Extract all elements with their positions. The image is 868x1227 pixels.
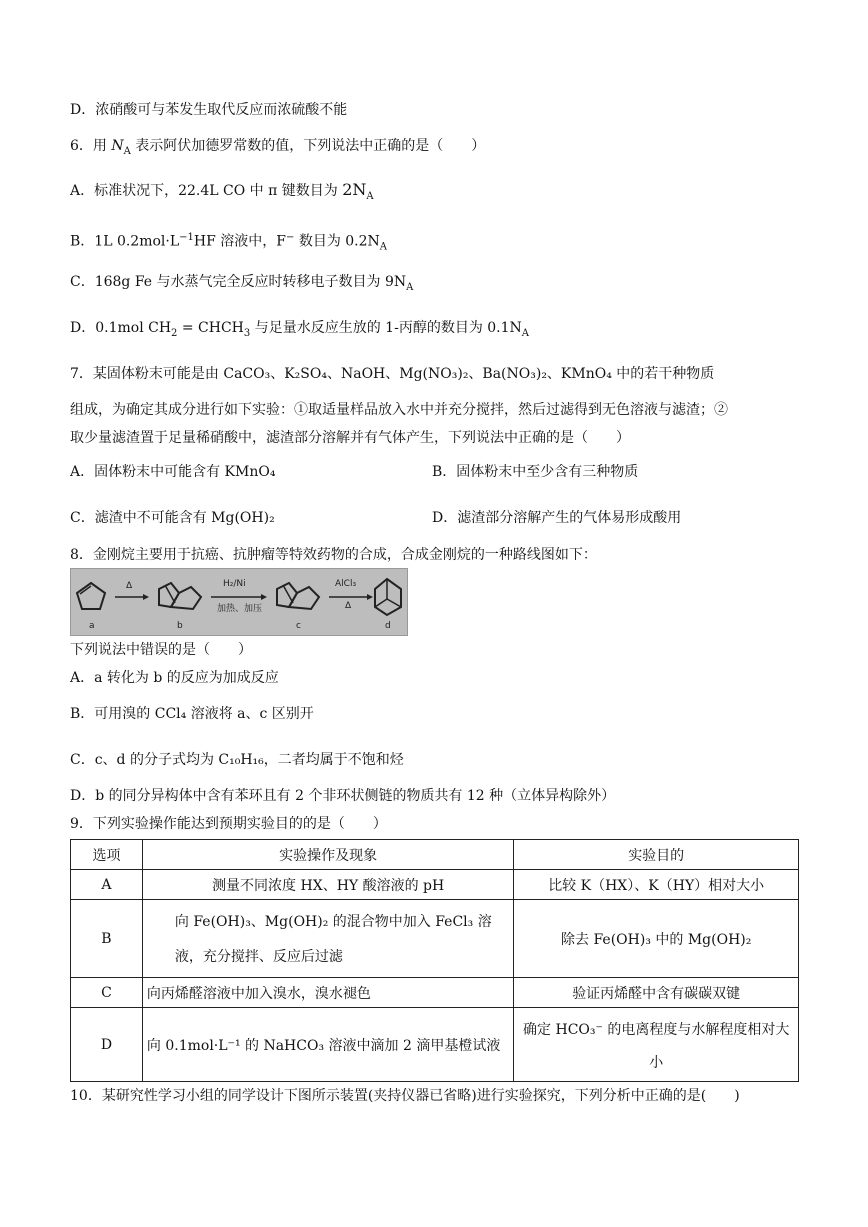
q5-option-d: D．浓硝酸可与苯发生取代反应而浓硫酸不能: [70, 102, 348, 118]
q7-option-b: B．固体粉末中至少含有三种物质: [432, 464, 639, 480]
table-row: [71, 1008, 799, 1082]
q6-option-a: A．标准状况下，22.4L CO 中 π 键数目为 $2N_A$: [70, 180, 374, 202]
experiment-table: [70, 839, 799, 1082]
q8-option-d: D．b 的同分异构体中含有苯环且有 2 个非环状侧链的物质共有 12 种（立体异构除外）: [70, 788, 616, 804]
q6-option-c: C．168g Fe 与水蒸气完全反应时转移电子数目为 $9N_A$: [70, 274, 414, 293]
row-d-operation: 向 0.1mol·L⁻¹ 的 NaHCO₃ 溶液中滴加 2 滴甲基橙试液: [142, 1008, 513, 1082]
step2-condition-bottom: 加热、加压: [217, 604, 263, 614]
adamantane-synthesis-scheme: [70, 568, 408, 636]
header-operation: 实验操作及现象: [142, 840, 513, 870]
q7-stem-line1: 7．某固体粉末可能是由 CaCO₃、K₂SO₄、NaOH、Mg(NO₃)₂、Ba(NO₃)₂、KMnO₄ 中的若干种物质: [70, 366, 715, 382]
row-b-option: B: [71, 900, 143, 978]
table-row: [71, 870, 799, 900]
molecule-d: [375, 579, 401, 615]
molecule-b: [159, 583, 179, 607]
table-row: [71, 900, 799, 978]
step3-condition-bottom: Δ: [345, 601, 352, 611]
row-a-goal: 比较 K（HX）、K（HY）相对大小: [514, 870, 799, 900]
q8-option-a: A．a 转化为 b 的反应为加成反应: [70, 670, 279, 686]
q8-option-c: C．c、d 的分子式均为 C₁₀H₁₆，二者均属于不饱和烃: [70, 752, 404, 768]
q9-stem: 9．下列实验操作能达到预期实验目的的是（ ）: [70, 816, 387, 832]
q6-stem: 6．用 $N_A$ 表示阿伏加德罗常数的值，下列说法中正确的是（ ）: [70, 138, 486, 157]
q6-option-d: D．0.1mol $CH_2$ = $CHCH_3$ 与足量水反应生放的 1-丙醇的数目为 $0.1N_A$: [70, 320, 530, 339]
q7-option-c: C．滤渣中不可能含有 Mg(OH)₂: [70, 510, 275, 526]
q8-option-b: B．可用溴的 CCl₄ 溶液将 a、c 区别开: [70, 706, 314, 722]
q7-stem-line3: 取少量滤渣置于足量稀硝酸中，滤渣部分溶解并有气体产生，下列说法中正确的是（ ）: [70, 430, 630, 446]
q7-stem-line2: 组成，为确定其成分进行如下实验：①取适量样品放入水中并充分搅拌，然后过滤得到无色溶液与滤渣；②: [70, 402, 728, 418]
label-c: c: [296, 621, 301, 631]
q10-stem: 10．某研究性学习小组的同学设计下图所示装置(夹持仪器已省略)进行实验探究，下列分析中正确的是( ): [70, 1088, 740, 1104]
header-option: 选项: [71, 840, 143, 870]
q7-option-d: D．滤渣部分溶解产生的气体易形成酸用: [432, 510, 682, 526]
molecule-c: [277, 583, 297, 607]
row-b-goal: 除去 Fe(OH)₃ 中的 Mg(OH)₂: [514, 900, 799, 978]
q8-stem: 8．金刚烷主要用于抗癌、抗肿瘤等特效药物的合成，合成金刚烷的一种路线图如下：: [70, 547, 597, 563]
q6-option-b: B．1L $0.2mol\cdot L^{-1}HF$ 溶液中，F− 数目为 $0.2N_A$: [70, 232, 388, 253]
step1-condition: Δ: [126, 581, 133, 591]
label-b: b: [177, 621, 183, 631]
row-d-option: D: [71, 1008, 143, 1082]
q7-option-a: A．固体粉末中可能含有 KMnO₄: [70, 464, 276, 480]
table-header-row: [71, 840, 799, 870]
label-a: a: [89, 621, 95, 631]
header-goal: 实验目的: [514, 840, 799, 870]
label-d: d: [385, 621, 391, 631]
step3-condition-top: AlCl₃: [335, 579, 357, 589]
row-b-operation: 向 Fe(OH)₃、Mg(OH)₂ 的混合物中加入 FeCl₃ 溶 液，充分搅拌、反应后过滤: [142, 900, 513, 978]
row-a-option: A: [71, 870, 143, 900]
row-c-operation: 向丙烯醛溶液中加入溴水，溴水褪色: [142, 978, 513, 1008]
row-c-option: C: [71, 978, 143, 1008]
row-d-goal: 确定 HCO₃⁻ 的电离程度与水解程度相对大 小: [514, 1008, 799, 1082]
row-a-operation: 测量不同浓度 HX、HY 酸溶液的 pH: [142, 870, 513, 900]
q8-sub-stem: 下列说法中错误的是（ ）: [70, 642, 252, 658]
table-row: [71, 978, 799, 1008]
step2-condition-top: H₂/Ni: [223, 579, 246, 589]
row-c-goal: 验证丙烯醛中含有碳碳双键: [514, 978, 799, 1008]
